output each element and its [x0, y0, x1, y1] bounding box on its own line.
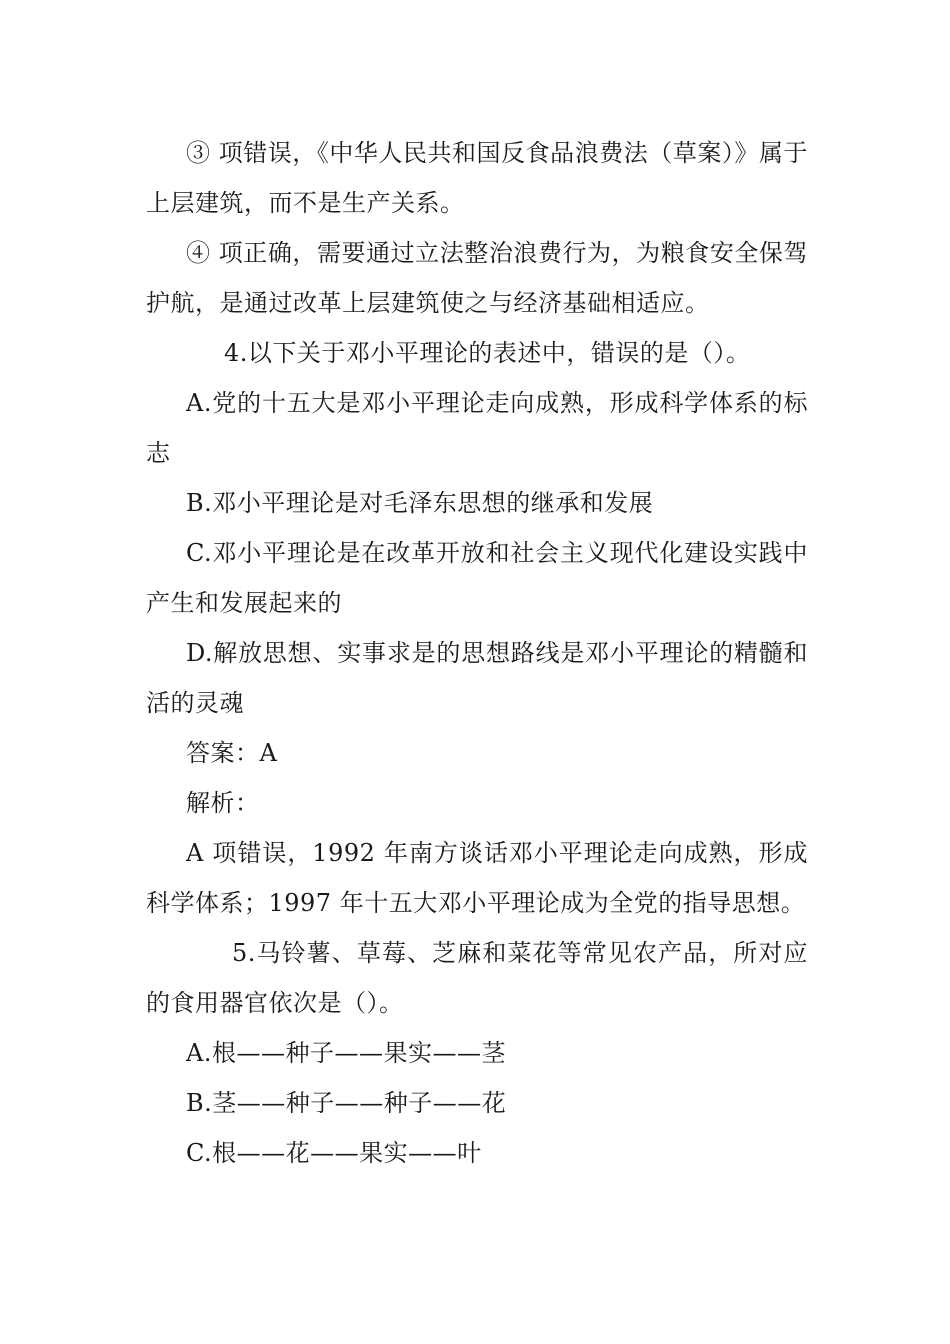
- question-5-option-a: A.根——种子——果实——茎: [186, 1039, 506, 1067]
- question-4-stem: 4.以下关于邓小平理论的表述中，错误的是（）。: [224, 339, 751, 367]
- analysis-paragraph-4: ④ 项正确，需要通过立法整治浪费行为，为粮食安全保驾护航，是通过改革上层建筑使之与经济基础相适应。: [146, 239, 808, 317]
- question-4-option-a: A.党的十五大是邓小平理论走向成熟，形成科学体系的标志: [146, 389, 808, 467]
- question-4-option-b: B.邓小平理论是对毛泽东思想的继承和发展: [186, 489, 654, 517]
- question-4-option-d: D.解放思想、实事求是的思想路线是邓小平理论的精髓和活的灵魂: [146, 639, 808, 717]
- question-5-option-b: B.茎——种子——种子——花: [186, 1089, 507, 1117]
- question-5-option-c: C.根——花——果实——叶: [186, 1139, 482, 1167]
- document-page: [146, 128, 808, 1178]
- question-5-stem: 5.马铃薯、草莓、芝麻和菜花等常见农产品，所对应的食用器官依次是（）。: [146, 939, 808, 1017]
- analysis-paragraph-3: ③ 项错误，《中华人民共和国反食品浪费法（草案）》属于上层建筑，而不是生产关系。: [146, 139, 808, 217]
- question-4-answer: 答案：A: [186, 739, 278, 767]
- question-4-analysis-label: 解析：: [186, 789, 260, 817]
- question-4-analysis: A 项错误，1992 年南方谈话邓小平理论走向成熟，形成科学体系；1997 年十五大邓小平理论成为全党的指导思想。: [146, 839, 808, 917]
- question-4-option-c: C.邓小平理论是在改革开放和社会主义现代化建设实践中产生和发展起来的: [146, 539, 808, 617]
